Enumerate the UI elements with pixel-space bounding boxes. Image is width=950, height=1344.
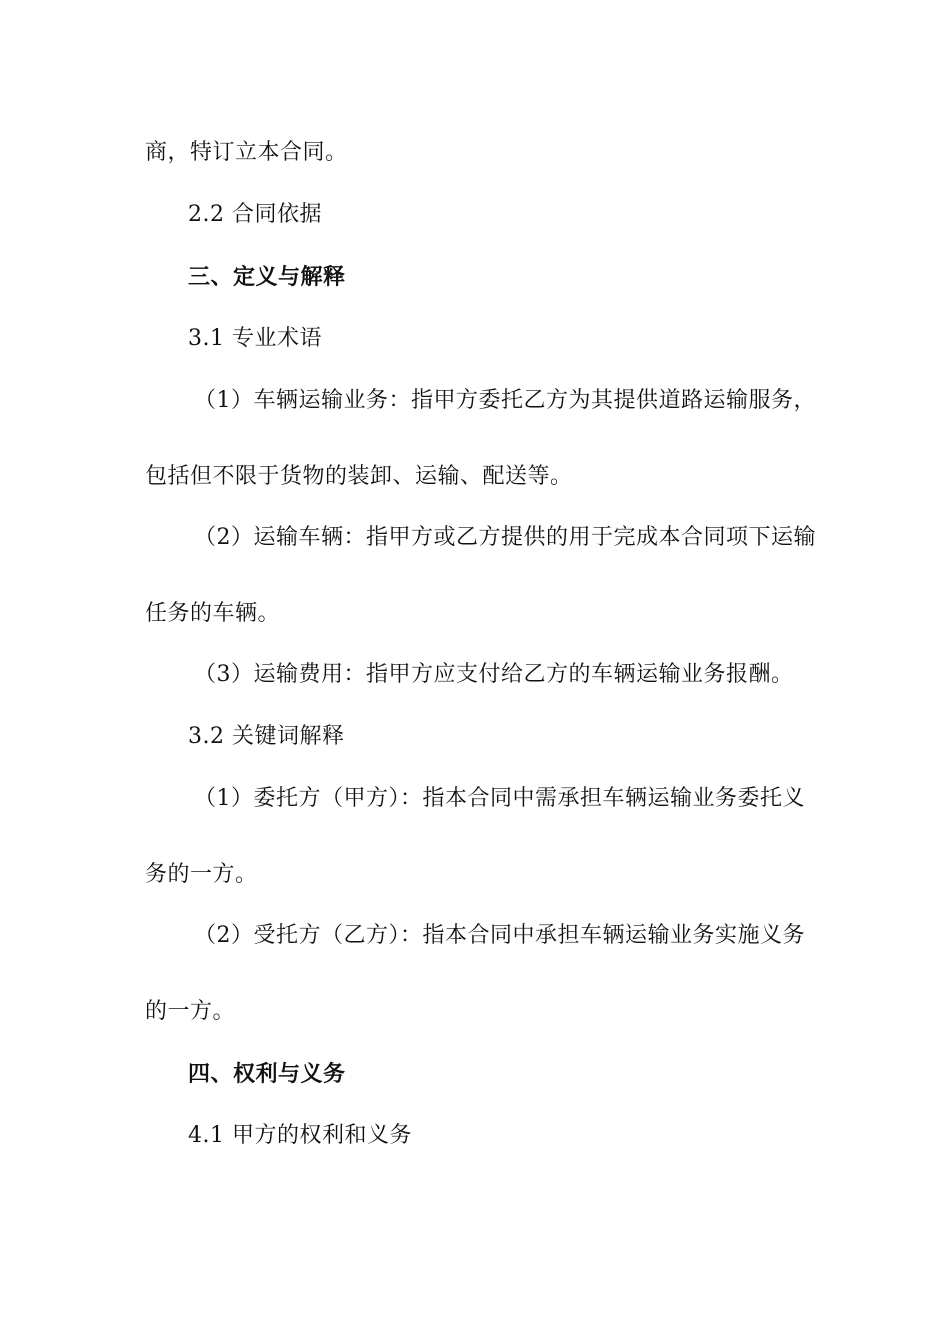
keyword-item-2: （2）受托方（乙方）：指本合同中承担车辆运输业务实施义务 <box>194 923 805 948</box>
paragraph-continuation: 商，特订立本合同。 <box>145 140 348 165</box>
subsection-heading-4-1: 4.1 甲方的权利和义务 <box>188 1123 412 1148</box>
section-heading-3: 三、定义与解释 <box>188 264 346 290</box>
definition-item-3: （3）运输费用：指甲方应支付给乙方的车辆运输业务报酬。 <box>194 662 794 687</box>
definition-item-2-continued: 任务的车辆。 <box>145 601 281 626</box>
subsection-heading-3-2: 3.2 关键词解释 <box>188 724 345 749</box>
section-heading-4: 四、权利与义务 <box>188 1061 346 1087</box>
subsection-heading-3-1: 3.1 专业术语 <box>188 326 322 351</box>
subsection-heading-2-2: 2.2 合同依据 <box>188 202 322 227</box>
definition-item-1: （1）车辆运输业务：指甲方委托乙方为其提供道路运输服务， <box>194 388 816 413</box>
definition-item-2: （2）运输车辆：指甲方或乙方提供的用于完成本合同项下运输 <box>194 525 816 550</box>
keyword-item-1-continued: 务的一方。 <box>145 862 258 887</box>
definition-item-1-continued: 包括但不限于货物的装卸、运输、配送等。 <box>145 464 573 489</box>
keyword-item-2-continued: 的一方。 <box>145 999 236 1024</box>
keyword-item-1: （1）委托方（甲方）：指本合同中需承担车辆运输业务委托义 <box>194 786 805 811</box>
